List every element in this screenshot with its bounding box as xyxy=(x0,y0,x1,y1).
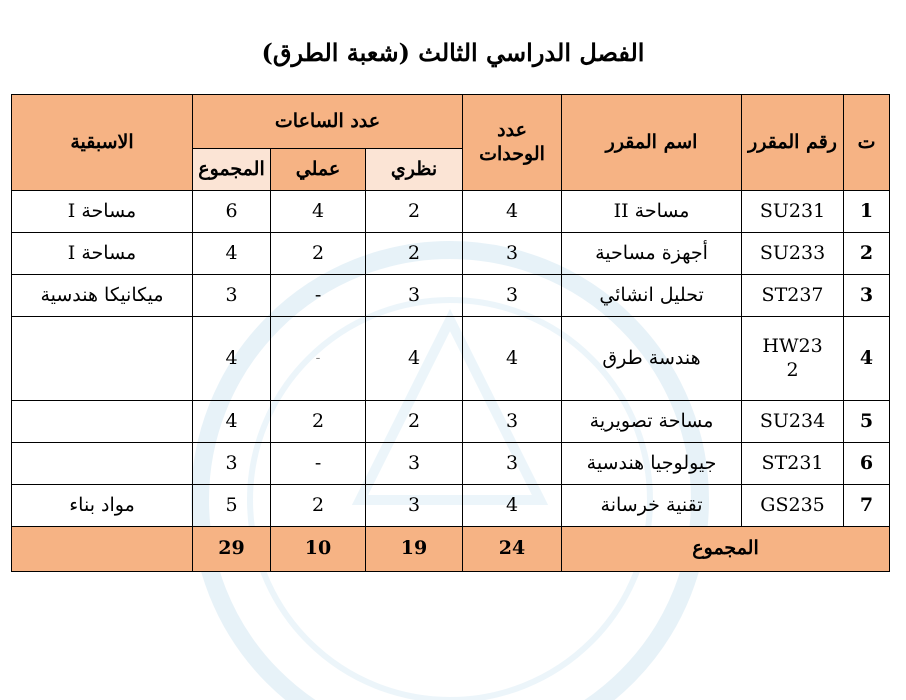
row-prerequisite xyxy=(12,317,193,401)
row-prerequisite: مواد بناء xyxy=(12,485,193,527)
row-units: 4 xyxy=(463,191,562,233)
row-total: 4 xyxy=(193,317,271,401)
table-row xyxy=(12,191,890,233)
row-course-code: HW23 2 xyxy=(742,317,844,401)
table-row xyxy=(12,485,890,527)
row-seq: 1 xyxy=(844,191,890,233)
row-total: 3 xyxy=(193,443,271,485)
row-theory: 4 xyxy=(366,317,463,401)
row-practical: 2 xyxy=(271,233,366,275)
row-total: 5 xyxy=(193,485,271,527)
row-theory: 3 xyxy=(366,275,463,317)
row-units: 4 xyxy=(463,317,562,401)
row-total: 4 xyxy=(193,401,271,443)
header-course-name: اسم المقرر xyxy=(562,95,742,191)
row-prerequisite xyxy=(12,443,193,485)
row-seq: 6 xyxy=(844,443,890,485)
row-seq: 3 xyxy=(844,275,890,317)
totals-theory: 19 xyxy=(366,527,463,572)
row-seq: 7 xyxy=(844,485,890,527)
row-practical: 4 xyxy=(271,191,366,233)
header-units: عدد الوحدات xyxy=(463,95,562,191)
row-course-name: مساحة تصويرية xyxy=(562,401,742,443)
row-course-name: هندسة طرق xyxy=(562,317,742,401)
row-units: 3 xyxy=(463,233,562,275)
row-theory: 3 xyxy=(366,443,463,485)
table-row xyxy=(12,443,890,485)
row-course-code: SU231 xyxy=(742,191,844,233)
row-practical: - xyxy=(271,275,366,317)
totals-hours: 29 xyxy=(193,527,271,572)
row-course-code: ST237 xyxy=(742,275,844,317)
row-theory: 2 xyxy=(366,233,463,275)
table-row xyxy=(12,233,890,275)
header-hours: عدد الساعات xyxy=(193,95,463,149)
row-total: 3 xyxy=(193,275,271,317)
row-prerequisite: مساحة I xyxy=(12,191,193,233)
table-row xyxy=(12,401,890,443)
row-total: 6 xyxy=(193,191,271,233)
header-total-hours: المجموع xyxy=(193,149,271,191)
totals-prerequisite-empty xyxy=(12,527,193,572)
row-practical: 2 xyxy=(271,401,366,443)
header-prerequisite: الاسبقية xyxy=(12,95,193,191)
row-units: 4 xyxy=(463,485,562,527)
row-course-name: تحليل انشائي xyxy=(562,275,742,317)
header-practical: عملي xyxy=(271,149,366,191)
table-row xyxy=(12,317,890,401)
row-prerequisite: مساحة I xyxy=(12,233,193,275)
row-practical: - xyxy=(271,317,366,401)
totals-label: المجموع xyxy=(562,527,890,572)
row-total: 4 xyxy=(193,233,271,275)
row-theory: 3 xyxy=(366,485,463,527)
row-units: 3 xyxy=(463,443,562,485)
row-theory: 2 xyxy=(366,191,463,233)
table-row xyxy=(12,275,890,317)
row-theory: 2 xyxy=(366,401,463,443)
row-prerequisite: ميكانيكا هندسية xyxy=(12,275,193,317)
row-course-code: SU234 xyxy=(742,401,844,443)
page-title: الفصل الدراسي الثالث (شعبة الطرق) xyxy=(261,38,645,67)
courses-table xyxy=(11,94,890,572)
totals-row xyxy=(12,527,890,572)
row-practical: - xyxy=(271,443,366,485)
row-practical: 2 xyxy=(271,485,366,527)
row-units: 3 xyxy=(463,401,562,443)
row-course-code: SU233 xyxy=(742,233,844,275)
row-seq: 4 xyxy=(844,317,890,401)
row-course-code: GS235 xyxy=(742,485,844,527)
totals-practical: 10 xyxy=(271,527,366,572)
row-course-name: جيولوجيا هندسية xyxy=(562,443,742,485)
row-units: 3 xyxy=(463,275,562,317)
row-course-name: تقنية خرسانة xyxy=(562,485,742,527)
totals-units: 24 xyxy=(463,527,562,572)
row-seq: 5 xyxy=(844,401,890,443)
header-theory: نظري xyxy=(366,149,463,191)
row-course-code: ST231 xyxy=(742,443,844,485)
row-prerequisite xyxy=(12,401,193,443)
header-seq: ت xyxy=(844,95,890,191)
row-course-name: مساحة II xyxy=(562,191,742,233)
row-seq: 2 xyxy=(844,233,890,275)
row-course-name: أجهزة مساحية xyxy=(562,233,742,275)
header-course-code: رقم المقرر xyxy=(742,95,844,191)
